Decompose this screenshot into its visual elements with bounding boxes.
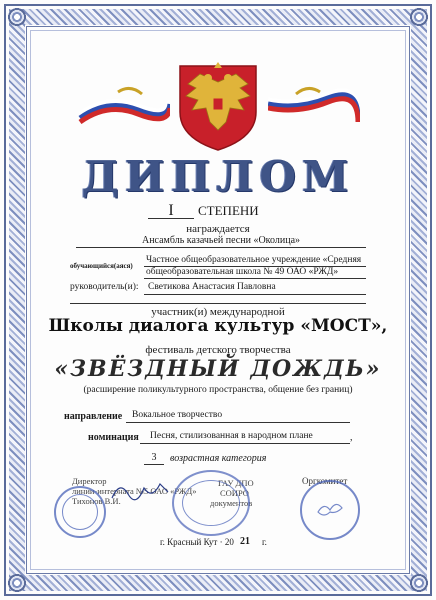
director-line-1: Директор — [72, 476, 107, 486]
organizer-label: Оргкомитет — [302, 476, 348, 486]
leader-name: Светикова Анастасия Павловна — [148, 282, 276, 292]
blank-line — [70, 303, 366, 304]
leader-underline — [144, 294, 366, 295]
leader-label: руководитель(и): — [70, 282, 139, 292]
nomination-underline — [140, 443, 350, 444]
awarded-label: награждается — [186, 223, 250, 235]
year-word: г. — [262, 537, 267, 547]
awardee-name: Ансамбль казачьей песни «Околица» — [141, 235, 301, 246]
place-date: г. Красный Кут · 20 — [160, 537, 234, 547]
org-line-3: документов — [210, 498, 253, 508]
tricolor-ribbon-icon — [78, 84, 170, 124]
corner-rosette-icon — [6, 6, 28, 28]
awardee-underline — [76, 247, 366, 248]
festival-subtitle: (расширение поликультурного пространства, общение без границ) — [83, 385, 353, 395]
age-category-underline — [144, 464, 164, 465]
festival-name: «ЗВЁЗДНЫЙ ДОЖДЬ» — [54, 356, 382, 382]
diploma-title: ДИПЛОМ — [81, 152, 355, 201]
year-suffix: 21 — [240, 536, 250, 547]
corner-rosette-icon — [408, 6, 430, 28]
director-signature-icon — [110, 478, 170, 504]
festival-label: фестиваль детского творчества — [145, 344, 291, 356]
degree-number: I — [168, 202, 174, 219]
director-name: Тихонов В.И. — [72, 496, 121, 506]
degree-word: СТЕПЕНИ — [198, 203, 259, 218]
organizer-stamp — [300, 480, 360, 540]
institution-line-2: общеобразовательная школа № 49 ОАО «РЖД» — [146, 267, 339, 277]
school-name: Школы диалога культур «МОСТ», — [48, 316, 388, 336]
nomination-comma: , — [350, 432, 353, 443]
director-line-2: линии-интерната №5 ОАО «РЖД» — [72, 486, 197, 496]
age-category-number: 3 — [151, 452, 157, 463]
participant-line: участник(и) международной — [151, 306, 285, 318]
center-stamp — [172, 470, 253, 536]
student-label: обучающийся(аяся) — [70, 262, 133, 270]
director-stamp — [54, 486, 106, 538]
doves-icon — [316, 498, 344, 522]
tricolor-ribbon-icon — [268, 84, 360, 124]
direction-underline — [126, 422, 350, 423]
org-line-2: СОИРО — [220, 488, 249, 498]
age-category-label: возрастная категория — [170, 453, 267, 464]
corner-rosette-icon — [408, 572, 430, 594]
direction-label: направление — [64, 411, 123, 422]
org-line-1: ГАУ ДПО — [218, 478, 254, 488]
institution-underline-2 — [144, 278, 366, 279]
corner-rosette-icon — [6, 572, 28, 594]
institution-line-1: Частное общеобразовательное учреждение «Средняя — [146, 255, 362, 265]
direction-value: Вокальное творчество — [132, 410, 223, 420]
nomination-label: номинация — [88, 432, 139, 443]
degree-underline — [148, 218, 194, 219]
nomination-value: Песня, стилизованная в народном плане — [150, 431, 313, 441]
coat-of-arms-icon — [158, 60, 278, 152]
